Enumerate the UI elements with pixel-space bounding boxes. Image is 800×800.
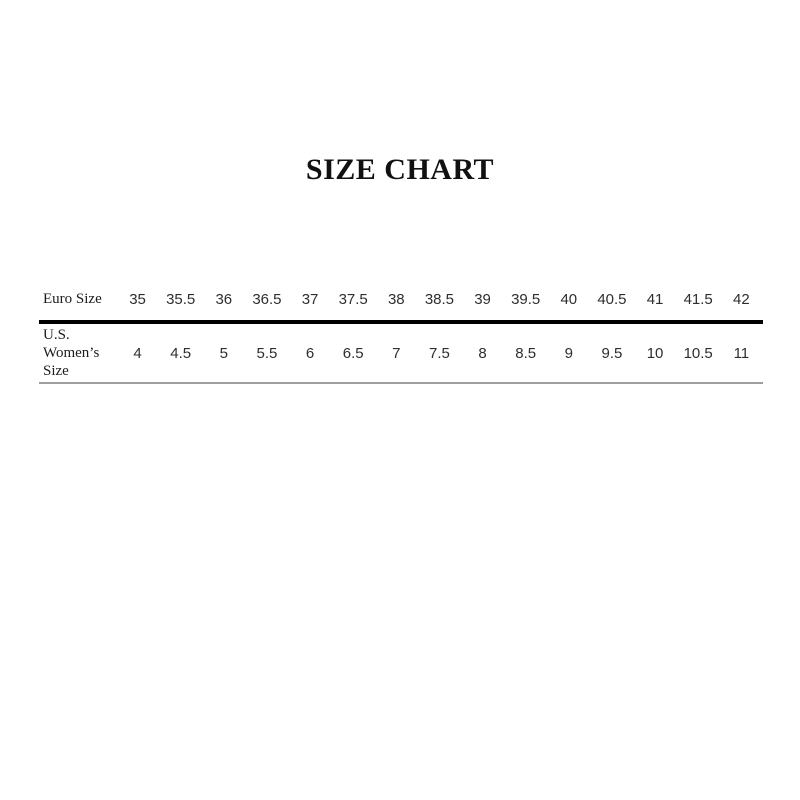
us-size-cell: 7.5 [418, 322, 461, 383]
us-size-cell: 8 [461, 322, 504, 383]
table-row-us-womens-size [39, 322, 763, 383]
us-size-cell: 10 [634, 322, 677, 383]
euro-size-cell: 41.5 [677, 278, 720, 322]
size-chart-table [39, 278, 763, 384]
euro-size-cell: 39.5 [504, 278, 547, 322]
euro-size-cell: 40.5 [590, 278, 633, 322]
us-size-cell: 9.5 [590, 322, 633, 383]
table-row-euro-size [39, 278, 763, 322]
euro-size-cell: 38 [375, 278, 418, 322]
us-size-cell: 10.5 [677, 322, 720, 383]
us-size-cell: 6.5 [332, 322, 375, 383]
us-size-cell: 6 [289, 322, 332, 383]
euro-size-cell: 38.5 [418, 278, 461, 322]
euro-size-cell: 37.5 [332, 278, 375, 322]
us-size-cell: 5 [202, 322, 245, 383]
us-size-cell: 4 [116, 322, 159, 383]
us-size-cell: 4.5 [159, 322, 202, 383]
euro-size-cell: 39 [461, 278, 504, 322]
euro-size-cell: 37 [289, 278, 332, 322]
us-size-cell: 9 [547, 322, 590, 383]
us-size-cell: 5.5 [245, 322, 288, 383]
row-label-euro-size: Euro Size [39, 278, 116, 322]
us-size-cell: 11 [720, 322, 763, 383]
euro-size-cell: 36.5 [245, 278, 288, 322]
euro-size-cell: 40 [547, 278, 590, 322]
euro-size-cell: 41 [634, 278, 677, 322]
euro-size-cell: 35.5 [159, 278, 202, 322]
euro-size-cell: 42 [720, 278, 763, 322]
euro-size-cell: 36 [202, 278, 245, 322]
euro-size-cell: 35 [116, 278, 159, 322]
page-title: SIZE CHART [305, 153, 495, 186]
row-label-us-womens-size: U.S. Women’s Size [39, 322, 116, 383]
us-size-cell: 7 [375, 322, 418, 383]
us-size-cell: 8.5 [504, 322, 547, 383]
